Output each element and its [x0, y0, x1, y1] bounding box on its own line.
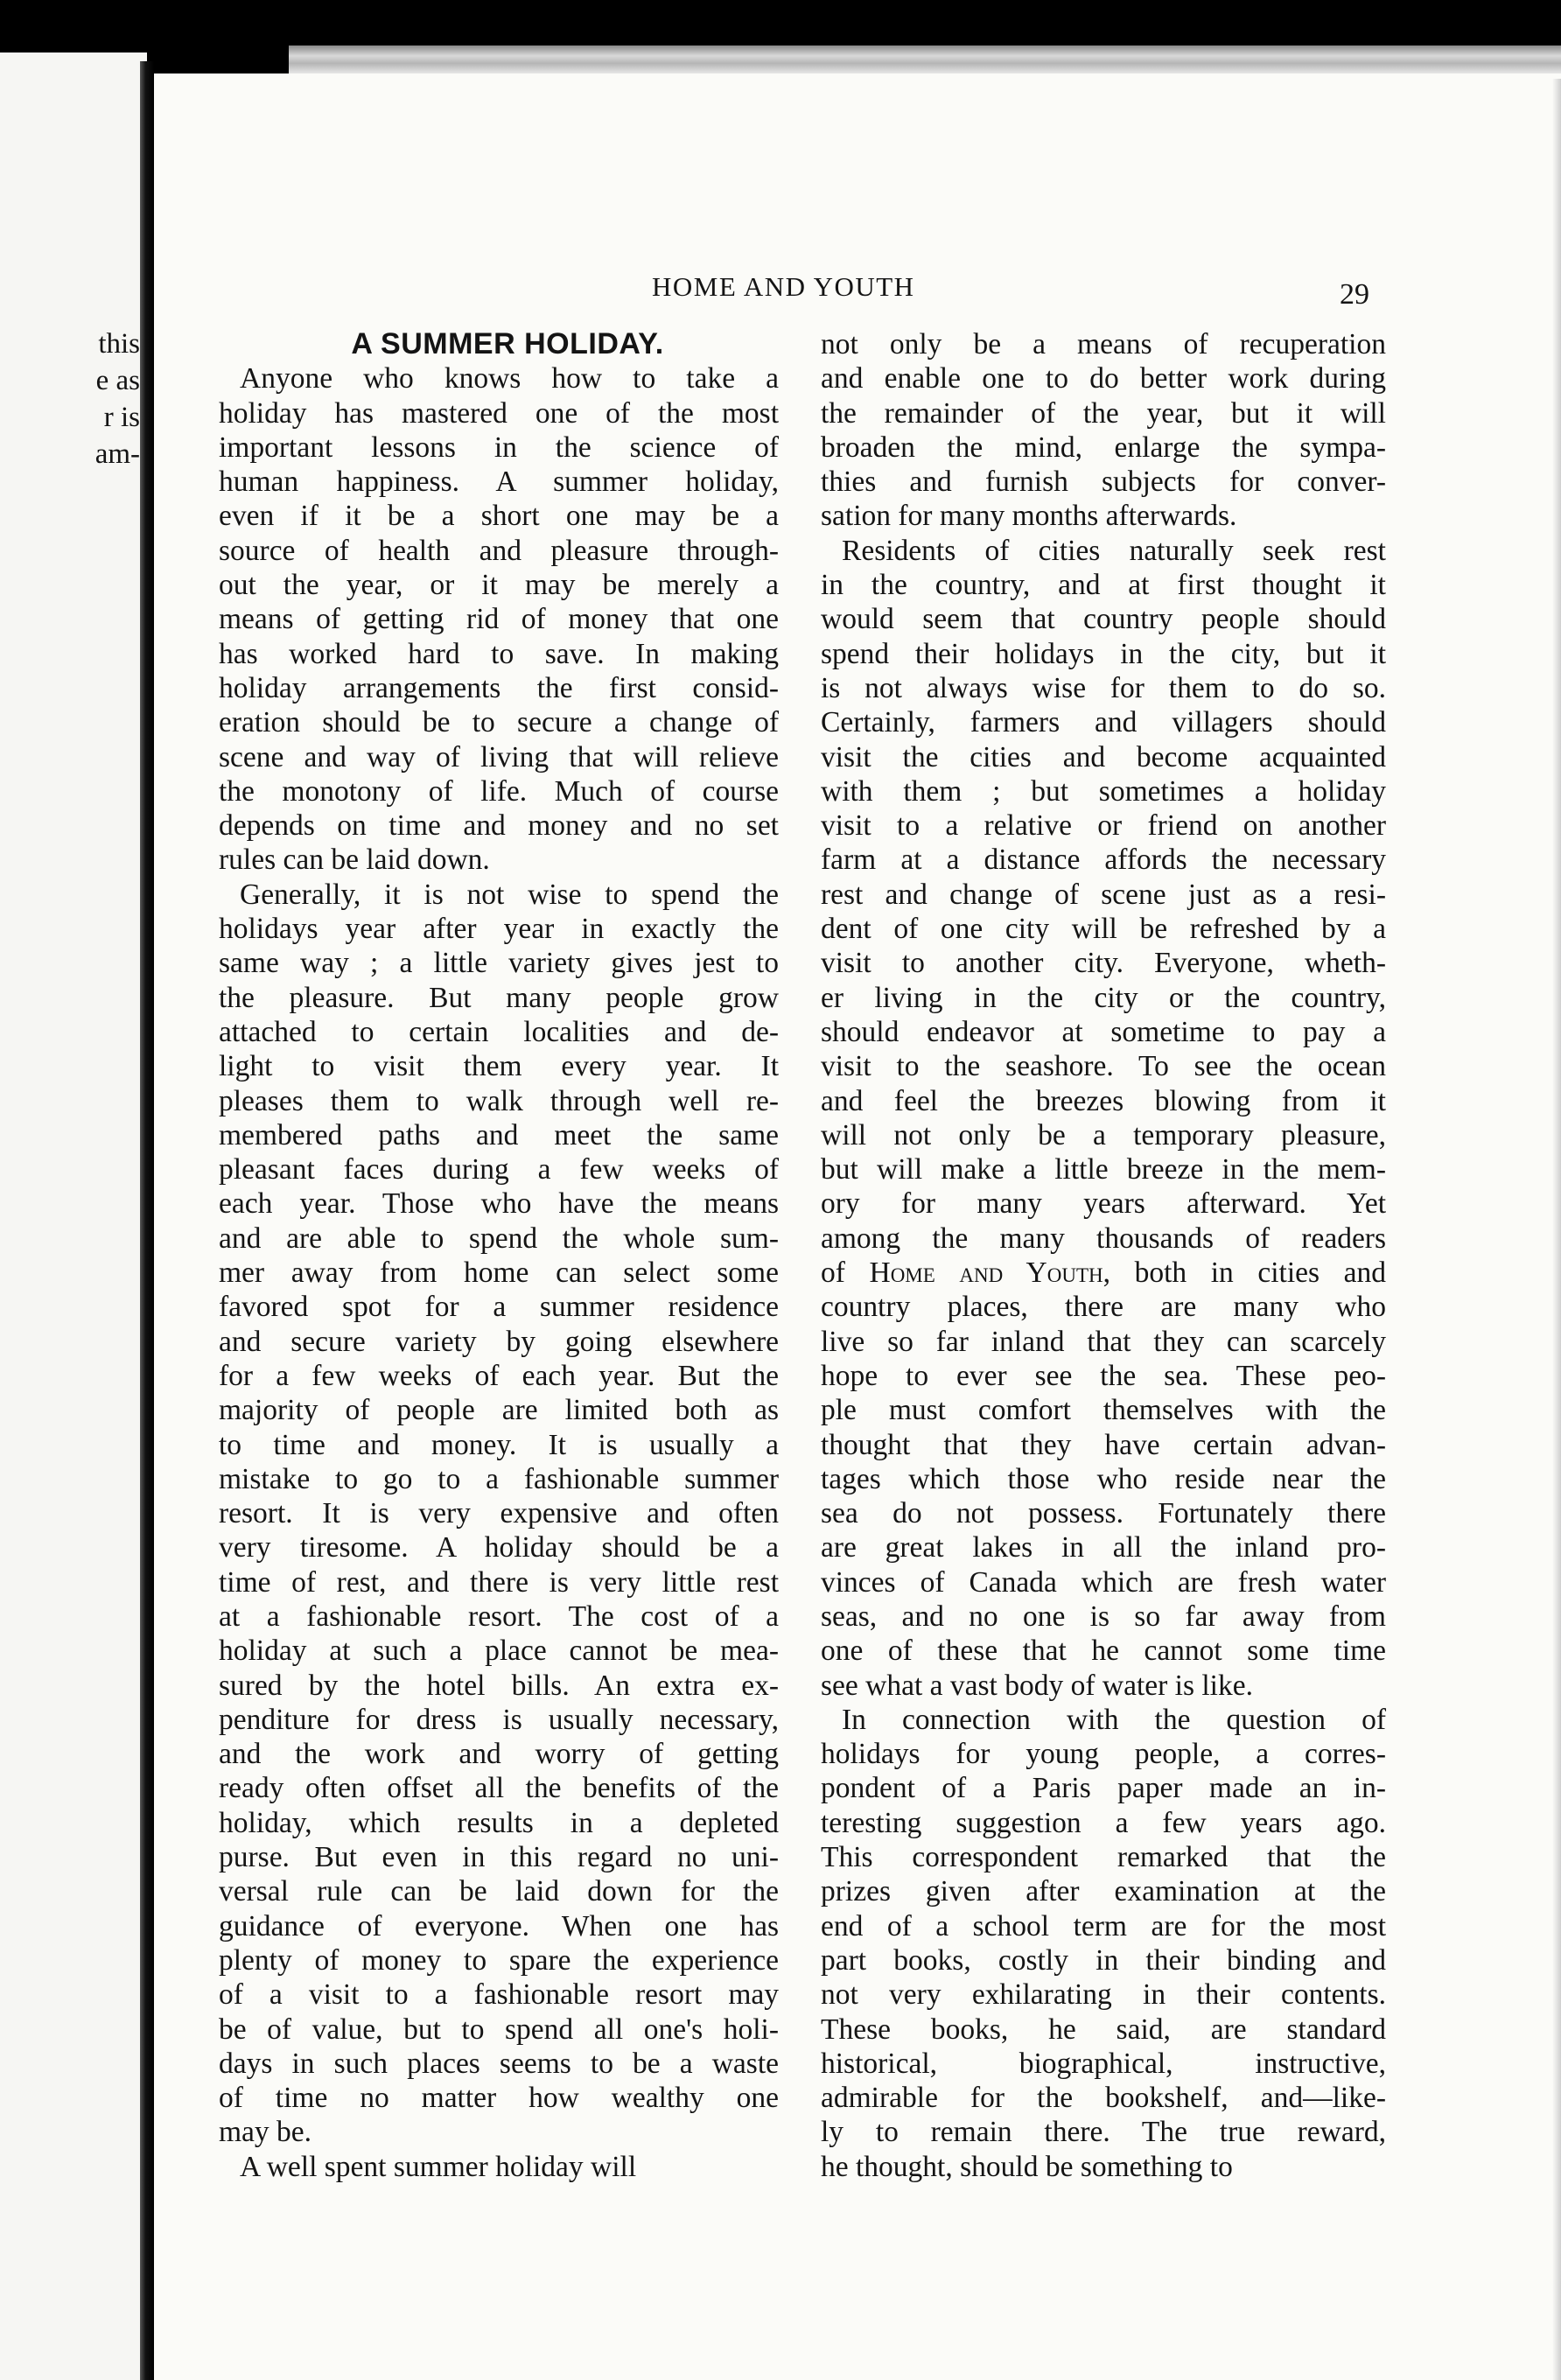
text-line: thought that they have certain advan-: [821, 1428, 1386, 1461]
text-line: teresting suggestion a few years ago.: [821, 1806, 1386, 1839]
text-line: and secure variety by going elsewhere: [219, 1325, 779, 1358]
text-line: visit the cities and become acquainted: [821, 740, 1386, 774]
text-line: rest and change of scene just as a resi-: [821, 878, 1386, 911]
text-line: ready often offset all the benefits of the: [219, 1772, 779, 1805]
text-line: visit to a relative or friend on another: [821, 809, 1386, 843]
text-line: for a few weeks of each year. But the: [219, 1359, 779, 1392]
text-line: versal rule can be laid down for the: [219, 1875, 779, 1908]
text-line: pleases them to walk through well re-: [219, 1084, 779, 1117]
text-line: depends on time and money and no set: [219, 809, 779, 843]
page-edge-shadow: [1552, 79, 1561, 2380]
text-line: in the country, and at first thought it: [821, 569, 1386, 602]
page-stack-edge: [289, 46, 1561, 75]
text-line: but will make a little breeze in the mem-: [821, 1153, 1386, 1186]
text-line: holidays year after year in exactly the: [219, 913, 779, 946]
text-line: plenty of money to spare the experience: [219, 1943, 779, 1977]
text-line: sation for many months afterwards.: [821, 500, 1237, 533]
text-line: at a fashionable resort. The cost of a: [219, 1600, 779, 1633]
text-line: Generally, it is not wise to spend the: [240, 878, 779, 911]
text-line: has worked hard to save. In making: [219, 637, 779, 670]
text-line: not very exhilarating in their contents.: [821, 1978, 1386, 2012]
text-line: and the work and worry of getting: [219, 1738, 779, 1771]
text-line: not only be a means of recuperation: [821, 328, 1386, 360]
text-line: mer away from home can select some: [219, 1256, 779, 1290]
text-line: broaden the mind, enlarge the sympa-: [821, 430, 1386, 464]
text-line: time of rest, and there is very little rest: [219, 1565, 779, 1599]
text-line: are great lakes in all the inland pro-: [821, 1531, 1386, 1564]
text-line: even if it be a short one may be a: [219, 500, 779, 533]
text-line: should endeavor at sometime to pay a: [821, 1015, 1386, 1048]
fragment-line: am-: [94, 438, 140, 470]
text-line: thies and furnish subjects for conver-: [821, 466, 1386, 499]
text-line: part books, costly in their binding and: [821, 1943, 1386, 1977]
text-line: will not only be a temporary pleasure,: [821, 1118, 1386, 1152]
text-line: pondent of a Paris paper made an in-: [821, 1772, 1386, 1805]
text-line: In connection with the question of: [842, 1703, 1386, 1736]
text-line: visit to another city. Everyone, wheth-: [821, 947, 1386, 980]
text-line: tages which those who reside near the: [821, 1462, 1386, 1495]
text-line: would seem that country people should: [821, 603, 1386, 636]
text-line: Residents of cities naturally seek rest: [842, 534, 1386, 567]
right-column: [821, 327, 1386, 2184]
text-line: very tiresome. A holiday should be a: [219, 1531, 779, 1564]
previous-page-text: [0, 326, 140, 472]
text-line: spend their holidays in the city, but it: [821, 637, 1386, 670]
text-line: holiday at such a place cannot be mea-: [219, 1634, 779, 1668]
text-line: admirable for the bookshelf, and—like-: [821, 2082, 1386, 2115]
text-line: dent of one city will be refreshed by a: [821, 913, 1386, 946]
text-line: source of health and pleasure through-: [219, 534, 779, 567]
text-line: is not always wise for them to do so.: [821, 671, 1386, 704]
text-line: holidays for young people, a corres-: [821, 1738, 1386, 1771]
text-line: visit to the seashore. To see the ocean: [821, 1050, 1386, 1083]
text-line: seas, and no one is so far away from: [821, 1600, 1386, 1633]
text-line: attached to certain localities and de-: [219, 1015, 779, 1048]
text-line: means of getting rid of money that one: [219, 603, 779, 636]
text-line: among the many thousands of readers: [821, 1222, 1386, 1255]
text-line: This correspondent remarked that the: [821, 1841, 1386, 1874]
page-number: 29: [1340, 278, 1369, 311]
text-line: purse. But even in this regard no uni-: [219, 1841, 779, 1874]
text-line: one of these that he cannot some time: [821, 1634, 1386, 1668]
text-line: of time no matter how wealthy one: [219, 2082, 779, 2115]
text-line: he thought, should be something to: [821, 2150, 1233, 2183]
text-line: guidance of everyone. When one has: [219, 1909, 779, 1942]
text-line: penditure for dress is usually necessary,: [219, 1703, 779, 1736]
text-line: hope to ever see the sea. These peo-: [821, 1359, 1386, 1392]
text-line: holiday has mastered one of the most: [219, 396, 779, 430]
text-line: prizes given after examination at the: [821, 1875, 1386, 1908]
text-line: ple must comfort themselves with the: [821, 1394, 1386, 1427]
text-line: and enable one to do better work during: [821, 362, 1386, 396]
text-line: important lessons in the science of: [219, 430, 779, 464]
text-line: same way ; a little variety gives jest to: [219, 947, 779, 980]
text-line: eration should be to secure a change of: [219, 706, 779, 739]
fragment-line: this: [98, 328, 140, 360]
left-column-lines: [219, 361, 779, 2184]
right-column-lines: [821, 327, 1386, 2184]
text-line: er living in the city or the country,: [821, 981, 1386, 1014]
text-line: majority of people are limited both as: [219, 1394, 779, 1427]
text-line: live so far inland that they can scarcely: [821, 1325, 1386, 1358]
text-line: be of value, but to spend all one's holi-: [219, 2012, 779, 2046]
text-line: of a visit to a fashionable resort may: [219, 1978, 779, 2012]
text-line: holiday, which results in a depleted: [219, 1806, 779, 1839]
fragment-line: r is: [103, 402, 140, 433]
text-line: favored spot for a summer residence: [219, 1291, 779, 1324]
running-head: HOME AND YOUTH: [652, 271, 915, 302]
text-line: the remainder of the year, but it will: [821, 396, 1386, 430]
text-line: resort. It is very expensive and often: [219, 1497, 779, 1530]
text-line: see what a vast body of water is like.: [821, 1669, 1253, 1702]
text-line: membered paths and meet the same: [219, 1118, 779, 1152]
text-line: out the year, or it may be merely a: [219, 569, 779, 602]
text-line: sea do not possess. Fortunately there: [821, 1497, 1386, 1530]
text-line: and feel the breezes blowing from it: [821, 1084, 1386, 1117]
text-line: ory for many years afterward. Yet: [821, 1187, 1386, 1221]
text-line: pleasant faces during a few weeks of: [219, 1153, 779, 1186]
text-line: light to visit them every year. It: [219, 1050, 779, 1083]
text-line: mistake to go to a fashionable summer: [219, 1462, 779, 1495]
text-line: end of a school term are for the most: [821, 1909, 1386, 1942]
text-line: to time and money. It is usually a: [219, 1428, 779, 1461]
text-line: country places, there are many who: [821, 1291, 1386, 1324]
text-line: scene and way of living that will relieve: [219, 740, 779, 774]
text-line: may be.: [219, 2116, 312, 2149]
text-line: ly to remain there. The true reward,: [821, 2116, 1386, 2149]
left-column: [219, 327, 779, 2184]
text-line: Anyone who knows how to take a: [240, 362, 779, 396]
text-line: vinces of Canada which are fresh water: [821, 1565, 1386, 1599]
text-line: with them ; but sometimes a holiday: [821, 774, 1386, 808]
text-line: the pleasure. But many people grow: [219, 981, 779, 1014]
text-line: human happiness. A summer holiday,: [219, 466, 779, 499]
text-line: the monotony of life. Much of course: [219, 774, 779, 808]
text-line: holiday arrangements the first consid-: [219, 671, 779, 704]
text-line: days in such places seems to be a waste: [219, 2047, 779, 2080]
text-line: A well spent summer holiday will: [240, 2150, 637, 2183]
text-line: sured by the hotel bills. An extra ex-: [219, 1669, 779, 1702]
fragment-line: e as: [95, 365, 140, 396]
text-line: of Home and Youth, both in cities and: [821, 1256, 1387, 1290]
text-line: Certainly, farmers and villagers should: [821, 706, 1386, 739]
text-line: and are able to spend the whole sum-: [219, 1222, 779, 1255]
article-title: A SUMMER HOLIDAY.: [351, 327, 664, 360]
text-line: rules can be laid down.: [219, 844, 490, 877]
text-line: each year. Those who have the means: [219, 1187, 779, 1221]
text-line: farm at a distance affords the necessary: [821, 844, 1386, 877]
book-binding-gutter: [140, 61, 154, 2380]
text-line: historical, biographical, instructive,: [821, 2047, 1386, 2080]
text-line: These books, he said, are standard: [821, 2012, 1386, 2046]
